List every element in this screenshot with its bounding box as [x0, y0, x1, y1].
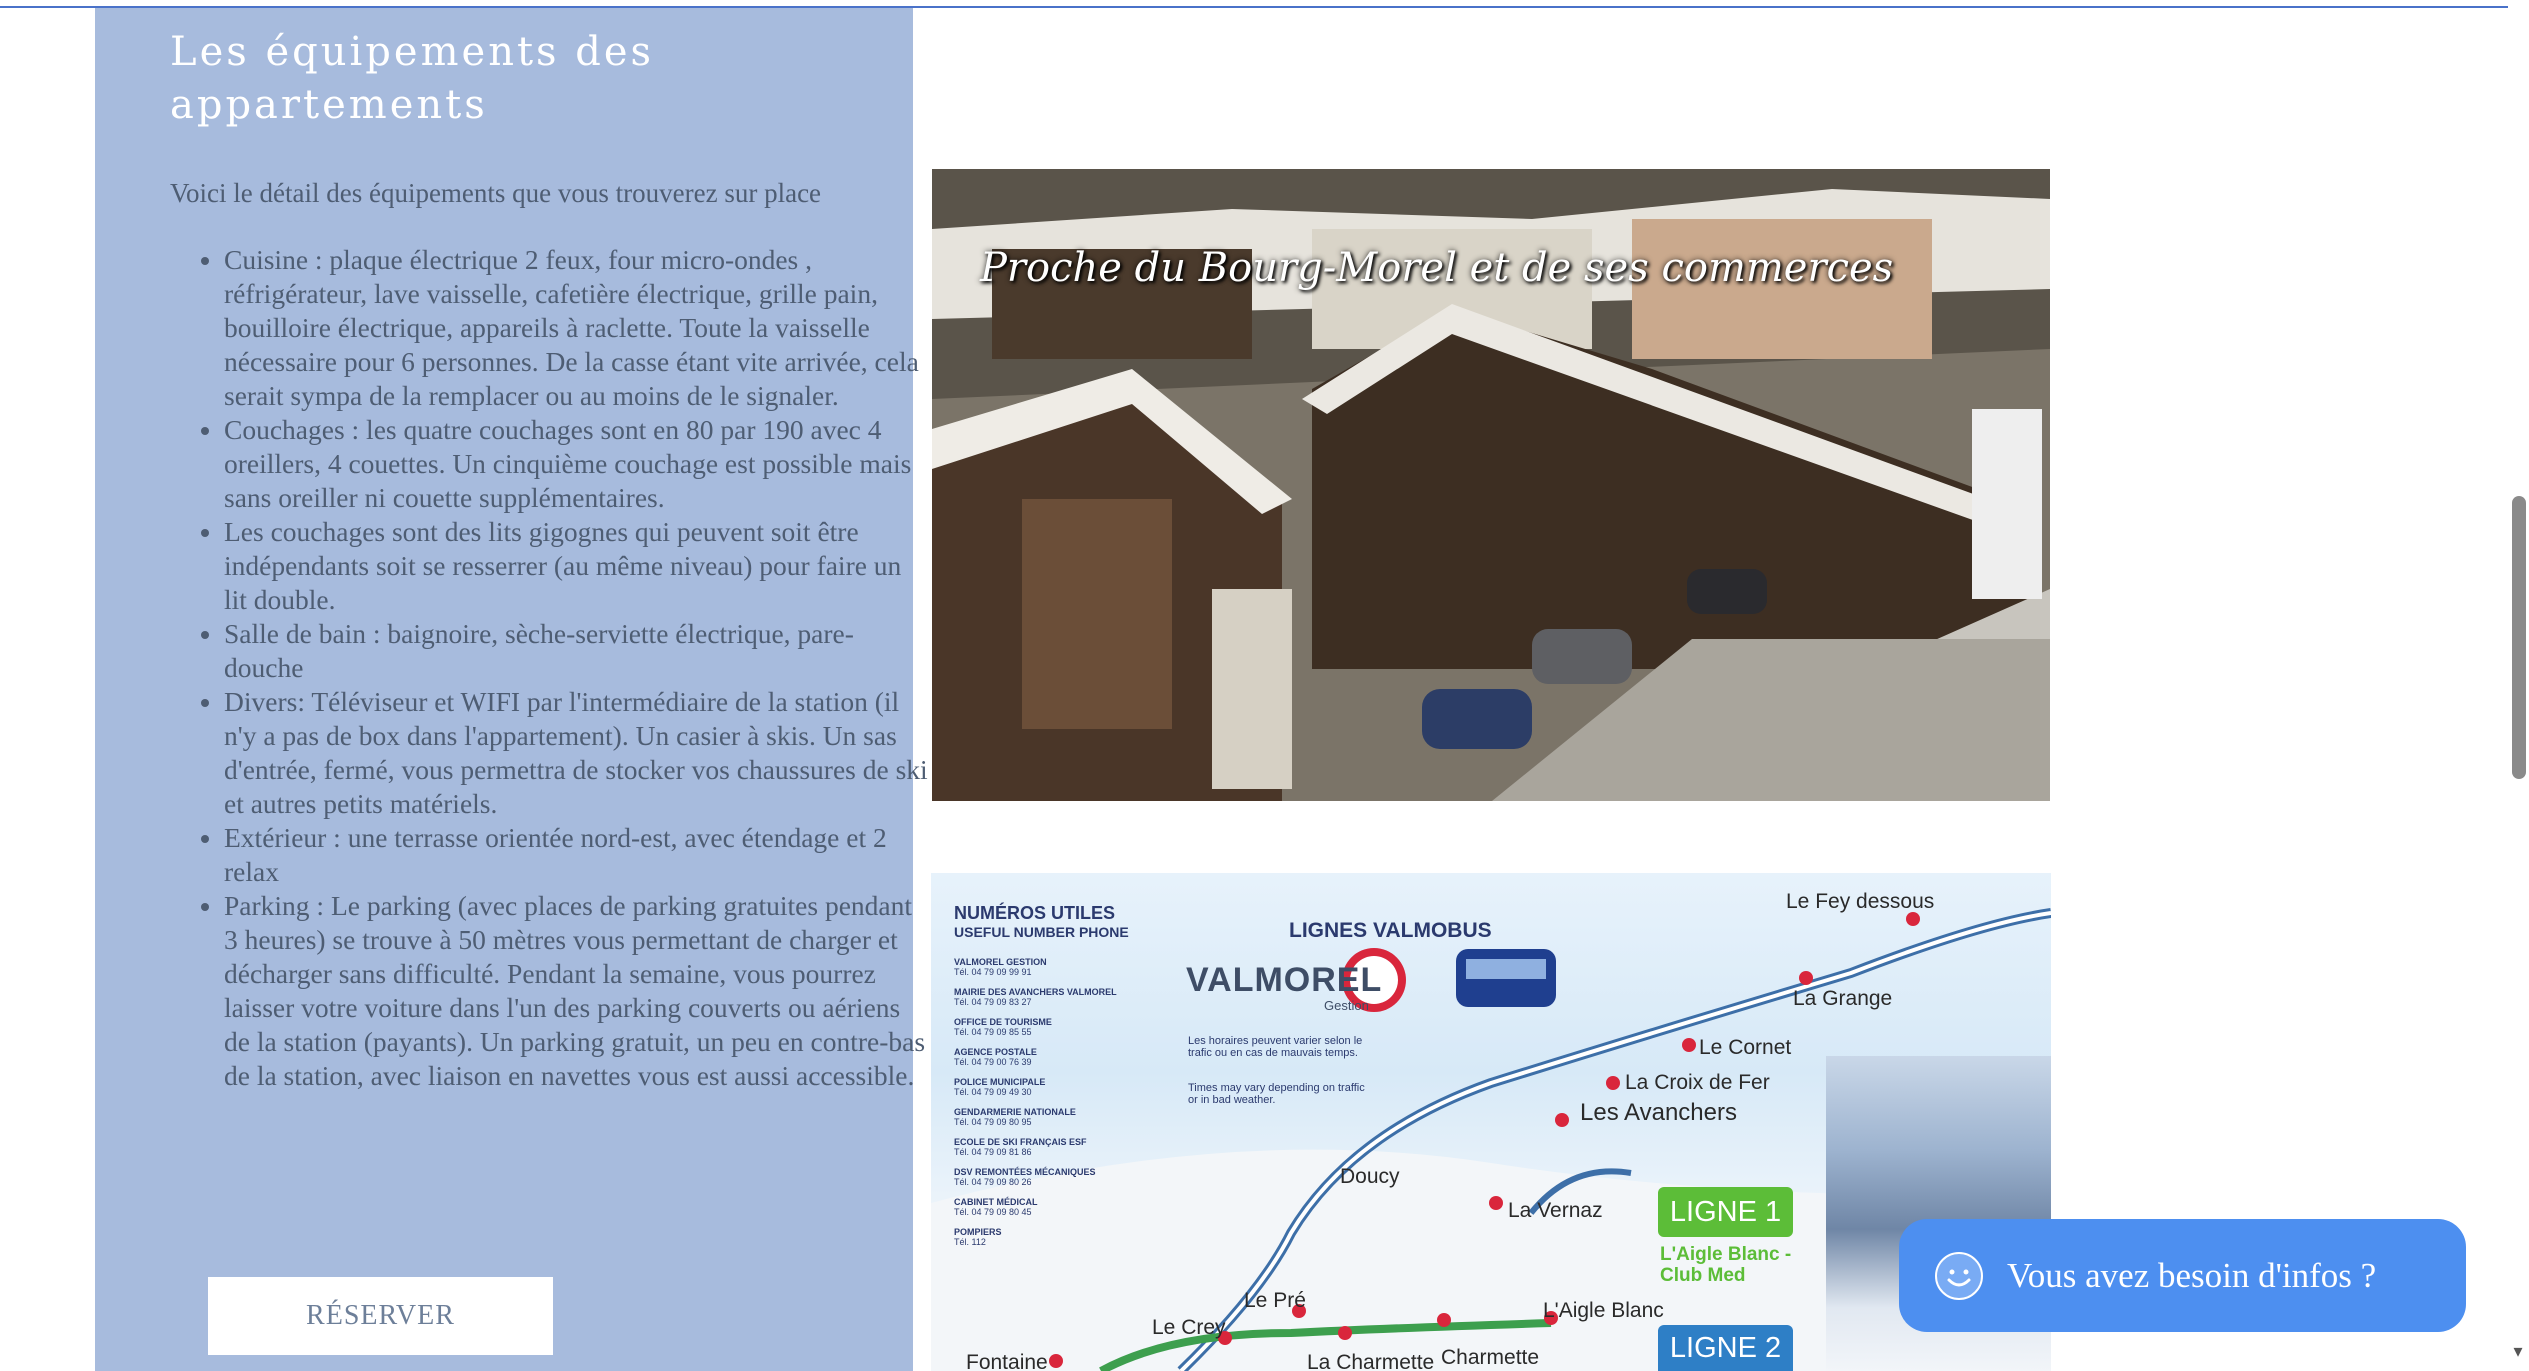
list-item: AGENCE POSTALE Tél. 04 79 00 76 39 — [954, 1047, 1037, 1067]
place-label: Le Pré — [1244, 1289, 1306, 1312]
equipment-item-parking: • Parking : Le parking (avec places de parking gratuites pendant 3 heures) se trouve à 50 mètres vous permettant de charger et décharger sans difficulté. Pendant la semaine, vous pourrez laisser votre voiture dans l'un des parking couverts ou aériens de la station (payants). Un parking gratuit, un peu en contre-bas de la station, avec liaison en navettes vous est aussi accessible. — [224, 889, 928, 1093]
equipment-panel — [95, 8, 928, 1371]
scrollbar-thumb[interactable] — [2512, 496, 2526, 779]
list-item: CABINET MÉDICAL Tél. 04 79 09 80 45 — [954, 1197, 1038, 1217]
equipment-item-trundle-beds: • Les couchages sont des lits gigognes qui peuvent soit être indépendants soit se resserrer (au même niveau) pour faire un lit double. — [224, 515, 928, 617]
place-label: La Croix de Fer — [1625, 1071, 1770, 1094]
place-label: La Charmette — [1307, 1351, 1435, 1371]
village-photo — [932, 169, 2050, 801]
place-label: Fontaine — [966, 1351, 1048, 1371]
place-label: Les Avanchers — [1580, 1099, 1737, 1126]
equipment-item-bathroom: • Salle de bain : baignoire, sèche-serviette électrique, pare-douche — [224, 617, 928, 685]
list-item: MAIRIE DES AVANCHERS VALMOREL Tél. 04 79 09 83 27 — [954, 987, 1117, 1007]
equipment-item-misc: • Divers: Téléviseur et WIFI par l'intermédiaire de la station (il n'y a pas de box dans l'appartement). Un casier à skis. Un sas d'entrée, fermé, vous permettra de stocker vos chaussures de ski et autres petits matériels. — [224, 685, 928, 821]
reserve-button[interactable]: RÉSERVER — [208, 1277, 553, 1355]
useful-numbers-list — [954, 957, 1154, 1257]
scroll-down-icon[interactable]: ▾ — [2513, 1341, 2523, 1362]
photo-caption: Proche du Bourg-Morel et de ses commerces — [980, 245, 1894, 291]
chat-label: Vous avez besoin d'infos ? — [2007, 1255, 2377, 1295]
list-item: POMPIERS Tél. 112 — [954, 1227, 1002, 1247]
place-label: La Vernaz — [1508, 1199, 1603, 1222]
equipment-item-exterior: • Extérieur : une terrasse orientée nord-est, avec étendage et 2 relax — [224, 821, 928, 889]
brand-subtitle: Gestion — [1324, 998, 1369, 1013]
place-label: Charmette — [1441, 1346, 1540, 1369]
bus-lines-title: LIGNES VALMOBUS — [1289, 919, 1492, 942]
chat-button[interactable] — [1899, 1219, 2466, 1332]
ligne-1-route: L'Aigle Blanc - Club Med — [1660, 1244, 1792, 1286]
ligne-2-badge: LIGNE 2 — [1658, 1325, 1793, 1371]
useful-numbers-subtitle: USEFUL NUMBER PHONE — [954, 924, 1129, 940]
bus-lines-map — [931, 873, 2051, 1371]
place-label: La Grange — [1793, 987, 1893, 1010]
list-item: VALMOREL GESTION Tél. 04 79 09 99 91 — [954, 957, 1047, 977]
list-item: ECOLE DE SKI FRANÇAIS ESF Tél. 04 79 09 81 86 — [954, 1137, 1087, 1157]
list-item: POLICE MUNICIPALE Tél. 04 79 09 49 30 — [954, 1077, 1046, 1097]
equipment-item-kitchen: • Cuisine : plaque électrique 2 feux, four micro-ondes , réfrigérateur, lave vaisselle, cafetière électrique, grille pain, bouilloire électrique, appareils à raclette. Toute la vaisselle nécessaire pour 6 personnes. De la casse étant vite arrivée, cela serait sympa de la remplacer ou au moins de le signaler. — [224, 243, 928, 413]
schedule-note-en: Times may vary depending on traffic or in bad weather. — [1188, 1082, 1365, 1106]
panel-intro: Voici le détail des équipements que vous trouverez sur place — [170, 178, 822, 208]
equipment-item-beds: • Couchages : les quatre couchages sont en 80 par 190 avec 4 oreillers, 4 couettes. Un cinquième couchage est possible mais sans oreiller ni couette supplémentaires. — [224, 413, 928, 515]
list-item: DSV REMONTÉES MÉCANIQUES Tél. 04 79 09 80 26 — [954, 1167, 1096, 1187]
place-label: L'Aigle Blanc — [1543, 1299, 1664, 1322]
list-item: GENDARMERIE NATIONALE Tél. 04 79 09 80 95 — [954, 1107, 1076, 1127]
smile-icon — [1935, 1252, 1983, 1300]
equipment-list — [170, 243, 928, 1093]
list-item: OFFICE DE TOURISME Tél. 04 79 09 85 55 — [954, 1017, 1052, 1037]
place-label: Doucy — [1340, 1165, 1400, 1188]
panel-title: Les équipements des appartements — [170, 29, 655, 128]
place-label: Le Cornet — [1699, 1036, 1792, 1059]
place-label: Le Fey dessous — [1786, 890, 1935, 913]
ligne-1-badge: LIGNE 1 — [1658, 1187, 1793, 1237]
place-label: Le Crey — [1152, 1316, 1226, 1339]
brand-logo: VALMOREL — [1186, 961, 1383, 999]
useful-numbers-title: NUMÉROS UTILES — [954, 903, 1116, 923]
schedule-note-fr: Les horaires peuvent varier selon le trafic ou en cas de mauvais temps. — [1188, 1035, 1363, 1059]
